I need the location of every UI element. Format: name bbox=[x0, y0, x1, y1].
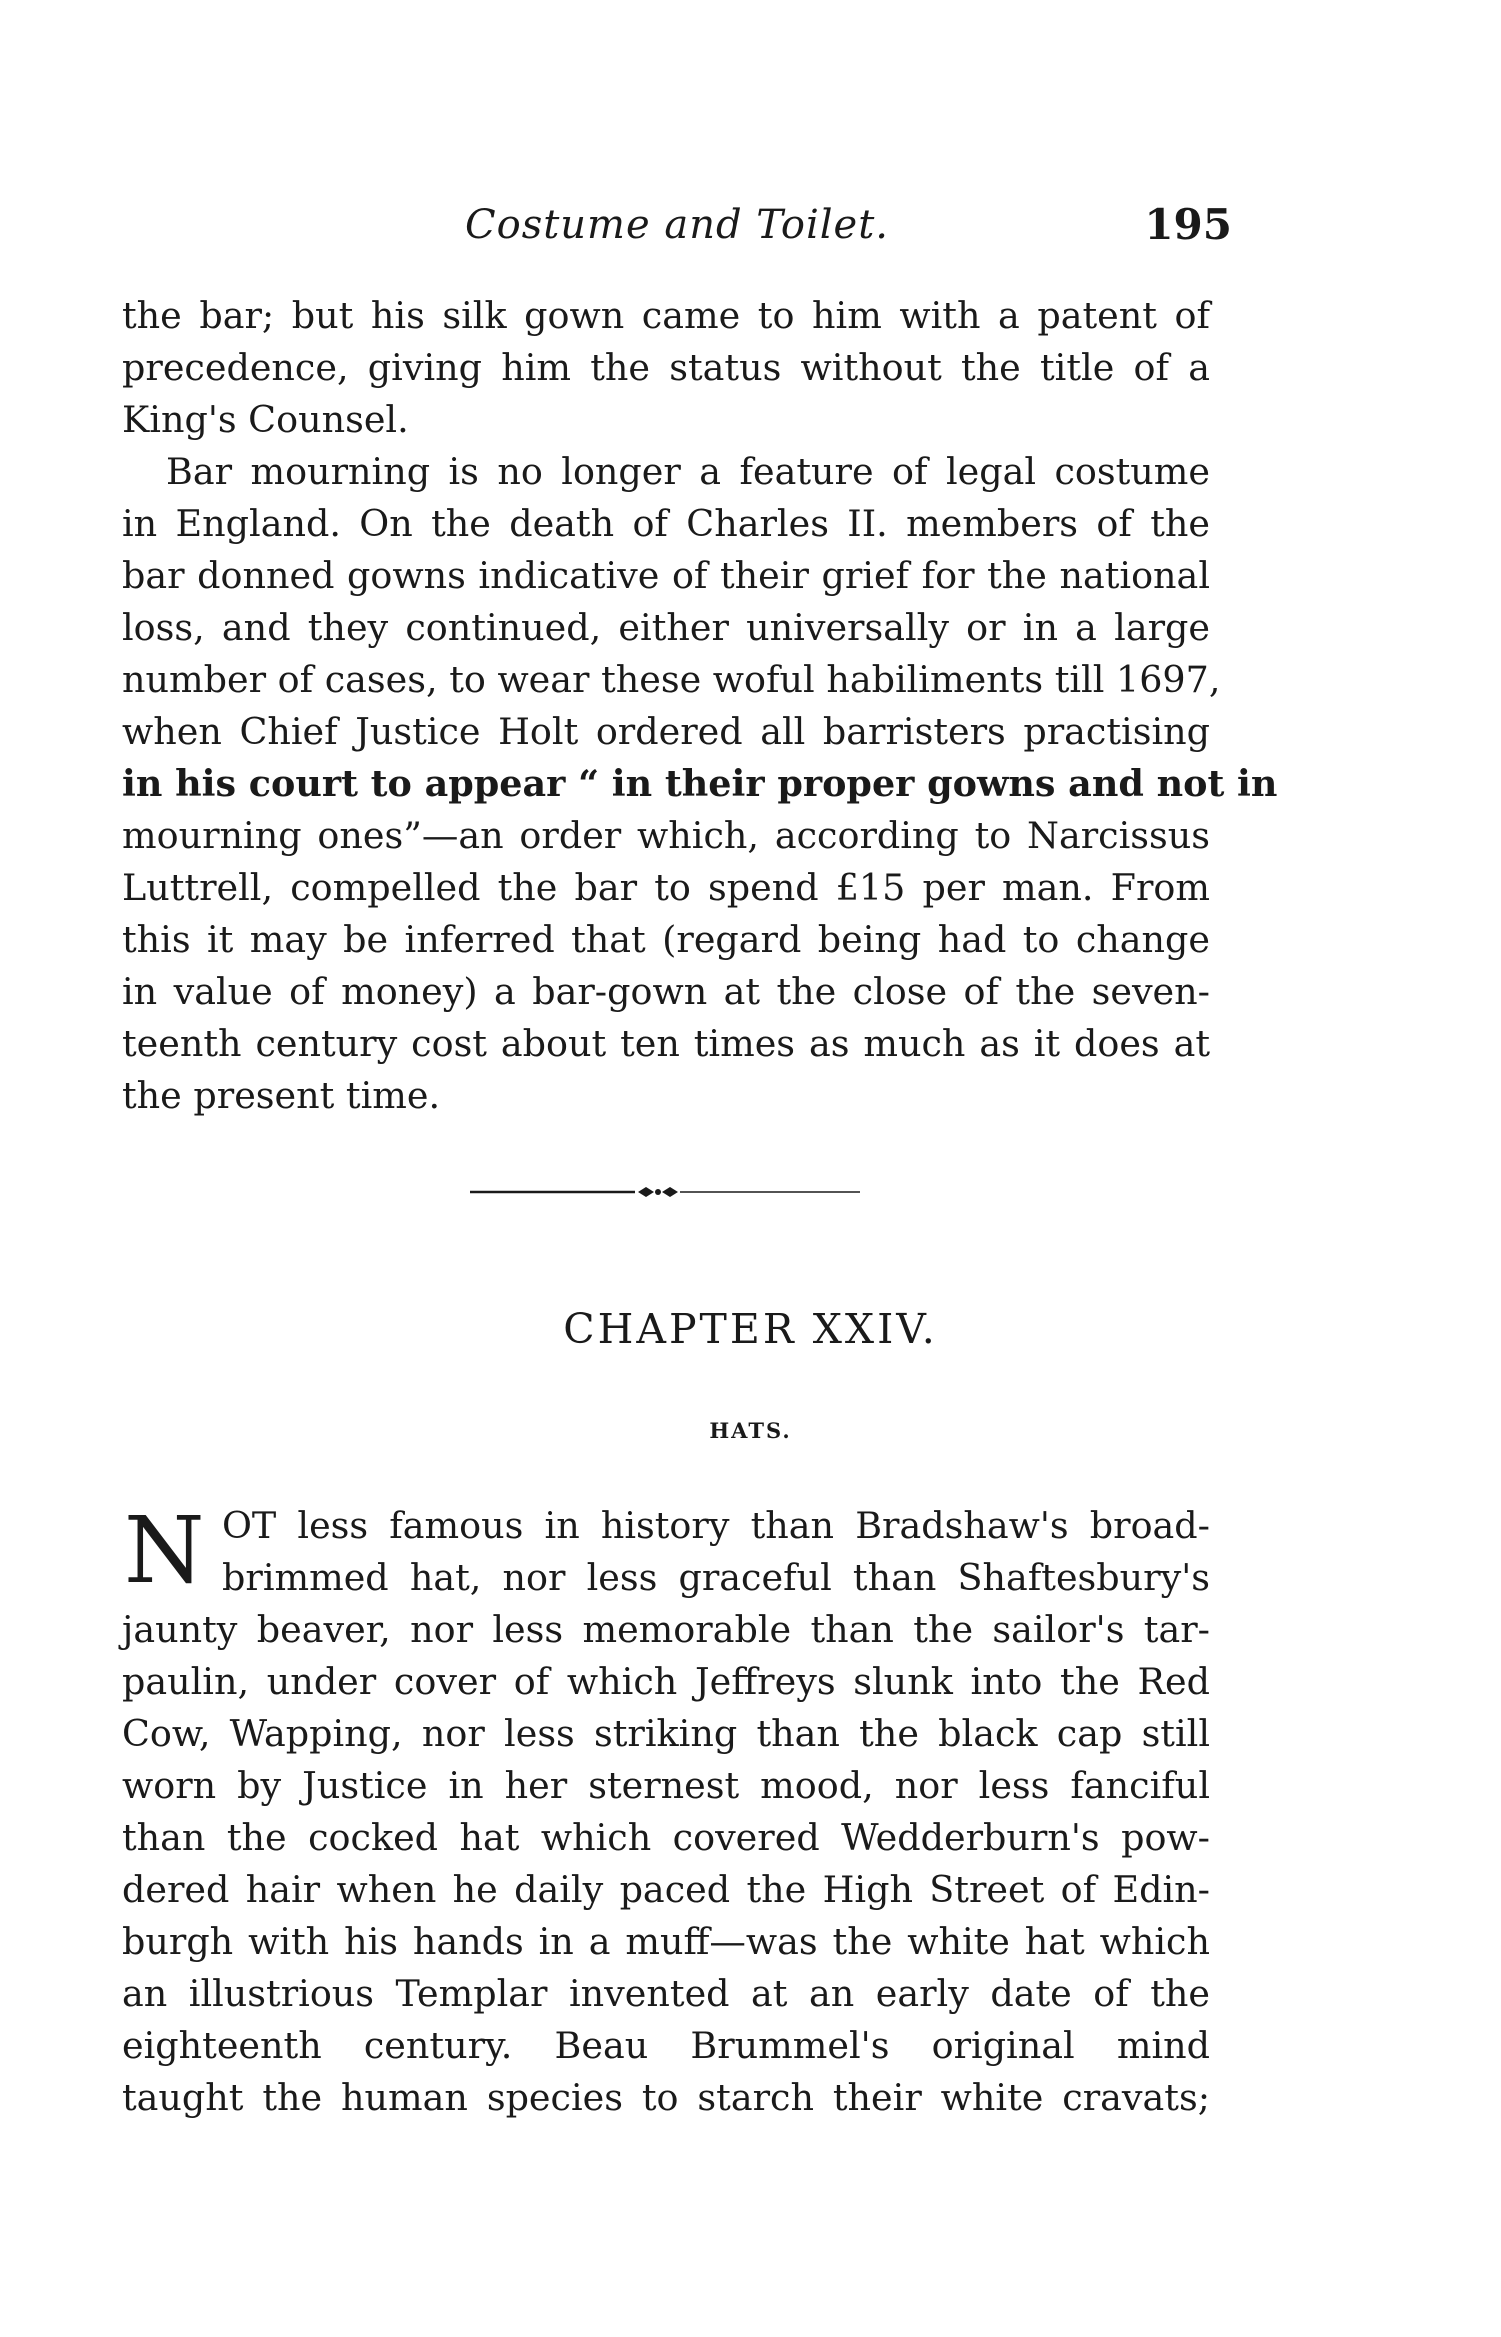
text-line: jaunty beaver, nor less memorable than the sailor's tar- bbox=[122, 1608, 1210, 1651]
text-line: this it may be inferred that (regard being had to change bbox=[122, 918, 1210, 961]
running-title: Costume and Toilet. bbox=[465, 202, 889, 248]
section-divider-ornament bbox=[470, 1182, 860, 1202]
text-line: bar donned gowns indicative of their grief for the national bbox=[122, 554, 1210, 597]
text-line: Bar mourning is no longer a feature of legal costume bbox=[166, 450, 1210, 493]
text-line: mourning ones”—an order which, according to Narcissus bbox=[122, 814, 1210, 857]
text-line: eighteenth century. Beau Brummel's original mind bbox=[122, 2024, 1210, 2067]
text-line: an illustrious Templar invented at an early date of the bbox=[122, 1972, 1210, 2015]
paragraph-hats bbox=[122, 1497, 1210, 2124]
text-line: taught the human species to starch their white cravats; bbox=[122, 2076, 1210, 2119]
text-line: Cow, Wapping, nor less striking than the black cap still bbox=[122, 1712, 1210, 1755]
text-line: than the cocked hat which covered Wedderburn's pow- bbox=[122, 1816, 1210, 1859]
text-line: loss, and they continued, either universally or in a large bbox=[122, 606, 1210, 649]
text-line: OT less famous in history than Bradshaw's broad- bbox=[222, 1504, 1210, 1547]
paragraph-bar-mourning bbox=[122, 446, 1278, 1122]
drop-cap-letter: N bbox=[124, 1497, 205, 1604]
text-line: brimmed hat, nor less graceful than Shaftesbury's bbox=[222, 1556, 1210, 1599]
text-line: when Chief Justice Holt ordered all barristers practising bbox=[122, 710, 1210, 753]
text-line: in value of money) a bar-gown at the close of the seven- bbox=[122, 970, 1210, 1013]
text-line: burgh with his hands in a muff—was the white hat which bbox=[122, 1920, 1210, 1963]
text-line: precedence, giving him the status without the title of a bbox=[122, 346, 1210, 389]
page-number: 195 bbox=[1144, 200, 1232, 249]
text-line: Luttrell, compelled the bar to spend £15 per man. From bbox=[122, 866, 1210, 909]
text-line: in England. On the death of Charles II. members of the bbox=[122, 502, 1210, 545]
text-line: number of cases, to wear these woful habiliments till 1697, bbox=[122, 658, 1221, 701]
text-line: the bar; but his silk gown came to him with a patent of bbox=[122, 294, 1210, 337]
text-line: worn by Justice in her sternest mood, nor less fanciful bbox=[122, 1764, 1210, 1807]
text-line: King's Counsel. bbox=[122, 398, 409, 441]
text-line: teenth century cost about ten times as much as it does at bbox=[122, 1022, 1210, 1065]
text-line: in his court to appear “ in their proper gowns and not in bbox=[122, 762, 1278, 805]
chapter-subtitle: HATS. bbox=[709, 1418, 792, 1443]
text-line: paulin, under cover of which Jeffreys slunk into the Red bbox=[122, 1660, 1210, 1703]
chapter-title: CHAPTER XXIV. bbox=[563, 1305, 938, 1353]
text-line: the present time. bbox=[122, 1074, 441, 1117]
page-header bbox=[122, 195, 1232, 255]
paragraph-continued bbox=[122, 290, 1210, 446]
text-line: dered hair when he daily paced the High Street of Edin- bbox=[122, 1868, 1210, 1911]
